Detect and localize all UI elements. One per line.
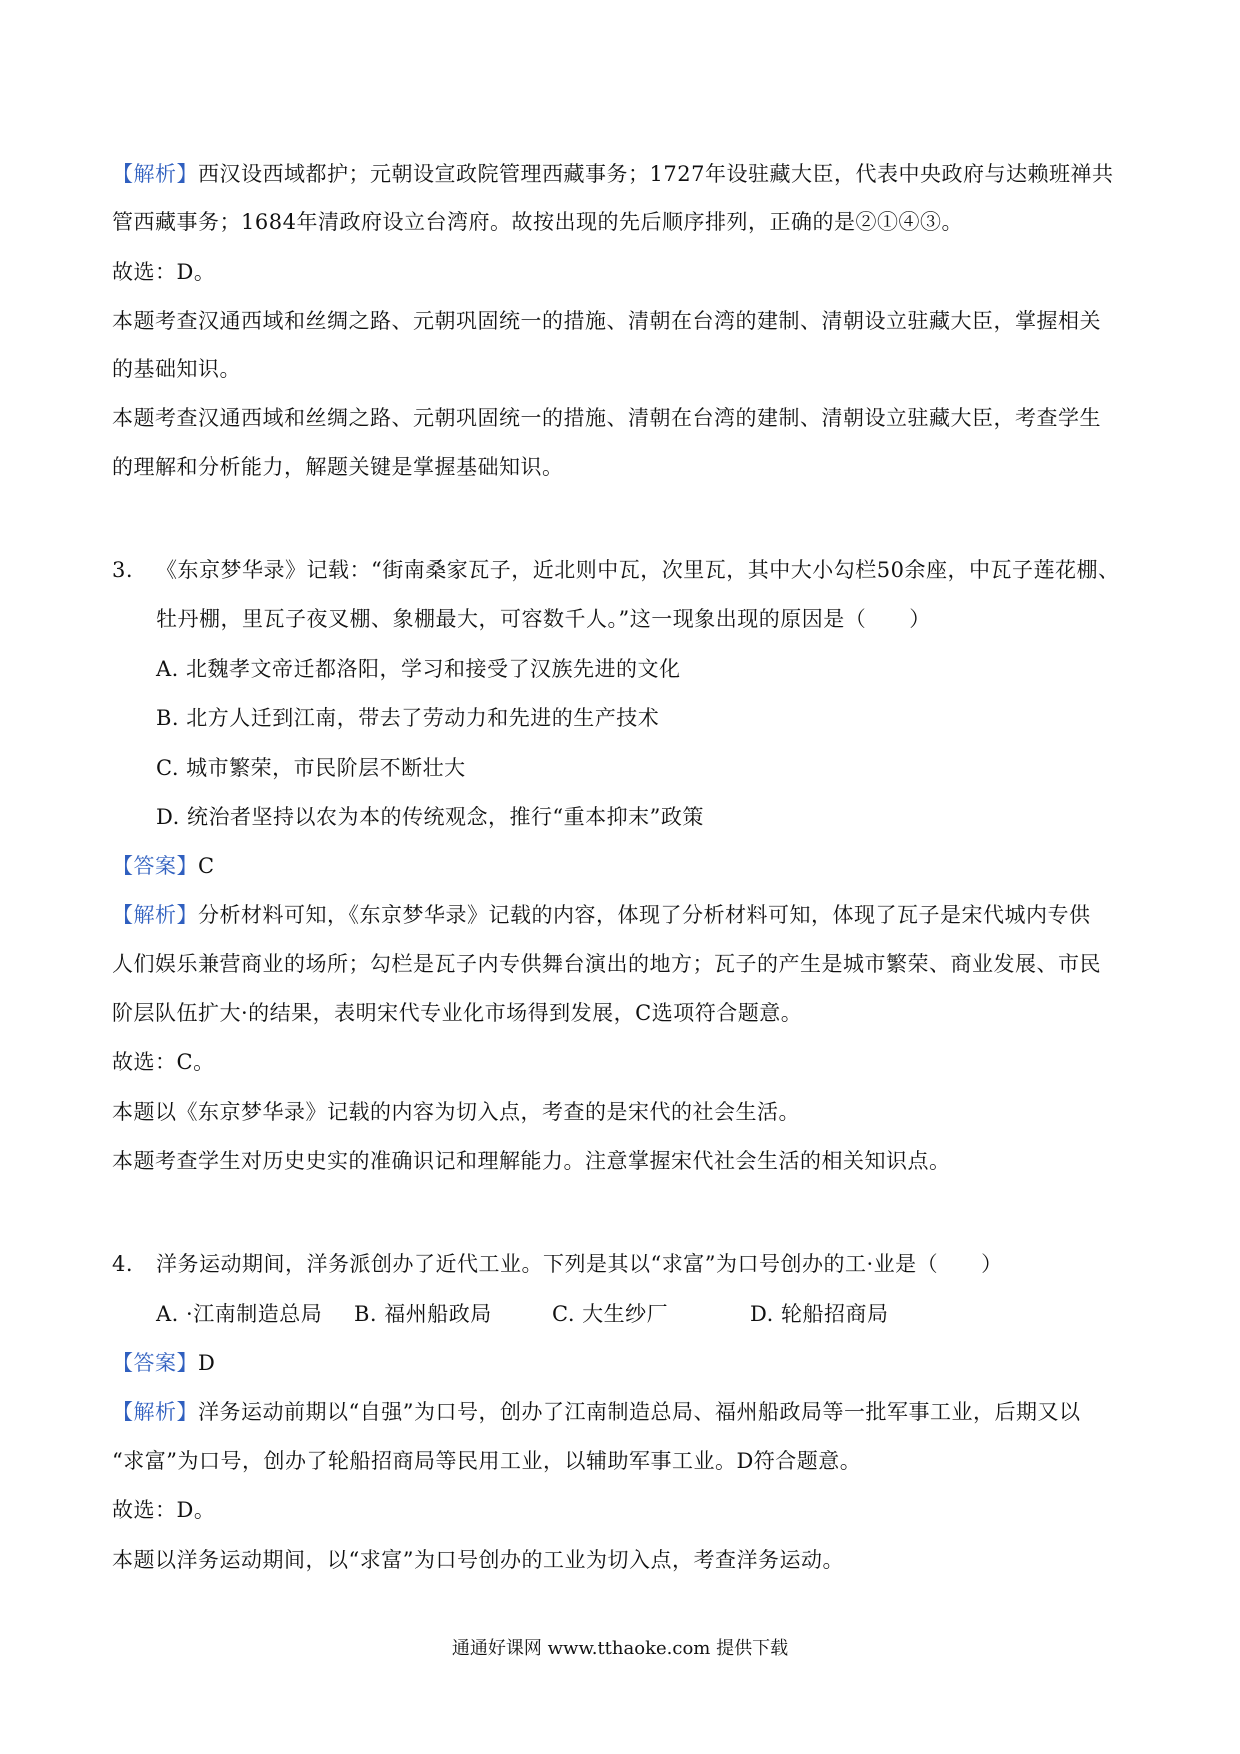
answer-value: D [198, 1351, 216, 1375]
analysis-text: 洋务运动前期以“自强”为口号，创办了江南制造总局、福州船政局等一批军事工业，后期又以 [198, 1400, 1081, 1424]
option-b: B. 福州船政局 [354, 1302, 492, 1326]
analysis-paragraph-line [112, 160, 1113, 188]
analysis-tag: 【解析】 [112, 162, 198, 186]
question-number: 3. [112, 558, 134, 582]
analysis-tag: 【解析】 [112, 903, 198, 927]
answer-line [112, 1349, 215, 1377]
option-c: C. 城市繁荣，市民阶层不断壮大 [156, 756, 466, 780]
question-number: 4. [112, 1252, 134, 1276]
analysis-text-line: 人们娱乐兼营商业的场所；勾栏是瓦子内专供舞台演出的地方；瓦子的产生是城市繁荣、商业发展、市民 [112, 952, 1101, 976]
analysis-paragraph-line [112, 1398, 1080, 1426]
choice-conclusion: 故选：C。 [112, 1050, 215, 1074]
options-row [156, 1300, 888, 1328]
analysis-text-line: 管西藏事务；1684年清政府设立台湾府。故按出现的先后顺序排列，正确的是②①④③。 [112, 210, 963, 234]
summary-note-line: 本题考查汉通西域和丝绸之路、元朝巩固统一的措施、清朝在台湾的建制、清朝设立驻藏大臣，掌握相关 [112, 309, 1101, 333]
option-d: D. 统治者坚持以农为本的传统观念，推行“重本抑末”政策 [156, 805, 704, 829]
option-d: D. 轮船招商局 [750, 1302, 889, 1326]
answer-value: C [198, 854, 215, 878]
page-footer: 通通好课网 www.tthaoke.com 提供下载 [451, 1638, 789, 1659]
choice-conclusion: 故选：D。 [112, 1498, 216, 1522]
analysis-text-line: 阶层队伍扩大·的结果，表明宋代专业化市场得到发展，C选项符合题意。 [112, 1001, 803, 1025]
option-a: A. ·江南制造总局 [156, 1302, 323, 1326]
option-b: B. 北方人迁到江南，带去了劳动力和先进的生产技术 [156, 706, 660, 730]
answer-tag: 【答案】 [112, 1351, 198, 1375]
analysis-text: 分析材料可知，《东京梦华录》记载的内容，体现了分析材料可知，体现了瓦子是宋代城内专供 [198, 903, 1091, 927]
analysis-text: 西汉设西域都护；元朝设宣政院管理西藏事务；1727年设驻藏大臣，代表中央政府与达赖班禅共 [198, 162, 1114, 186]
summary-note-line: 的基础知识。 [112, 357, 241, 381]
summary-note-line: 本题考查汉通西域和丝绸之路、元朝巩固统一的措施、清朝在台湾的建制、清朝设立驻藏大臣，考查学生 [112, 406, 1101, 430]
analysis-text-line: “求富”为口号，创办了轮船招商局等民用工业，以辅助军事工业。D符合题意。 [112, 1449, 862, 1473]
question-3-stem [112, 556, 1119, 584]
choice-conclusion: 故选：D。 [112, 260, 216, 284]
option-a: A. 北魏孝文帝迁都洛阳，学习和接受了汉族先进的文化 [156, 657, 681, 681]
answer-line [112, 852, 215, 880]
answer-tag: 【答案】 [112, 854, 198, 878]
option-c: C. 大生纱厂 [552, 1302, 669, 1326]
question-4-stem [112, 1250, 1003, 1278]
question-stem-line: 牡丹棚，里瓦子夜叉棚、象棚最大，可容数千人。”这一现象出现的原因是（ ） [156, 607, 931, 631]
summary-note-line: 本题以洋务运动期间，以“求富”为口号创办的工业为切入点，考查洋务运动。 [112, 1548, 844, 1572]
summary-note-line: 本题以《东京梦华录》记载的内容为切入点，考查的是宋代的社会生活。 [112, 1100, 800, 1124]
summary-note-line: 本题考查学生对历史史实的准确识记和理解能力。注意掌握宋代社会生活的相关知识点。 [112, 1149, 951, 1173]
analysis-tag: 【解析】 [112, 1400, 198, 1424]
analysis-paragraph-line [112, 901, 1091, 929]
question-stem-text: 《东京梦华录》记载：“街南桑家瓦子，近北则中瓦，次里瓦，其中大小勾栏50余座，中瓦子莲花棚、 [156, 558, 1120, 582]
summary-note-line: 的理解和分析能力，解题关键是掌握基础知识。 [112, 455, 564, 479]
question-stem-text: 洋务运动期间，洋务派创办了近代工业。下列是其以“求富”为口号创办的工·业是（ ） [156, 1252, 1003, 1276]
